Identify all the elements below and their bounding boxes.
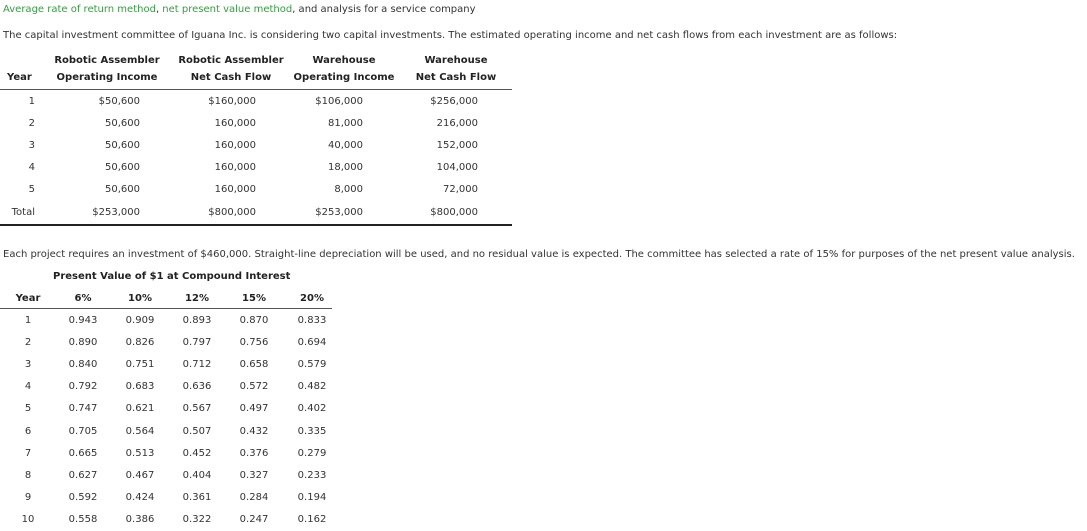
pv-cell-factor: 0.386 [125, 513, 155, 525]
pv-cell-factor: 0.497 [239, 403, 269, 415]
cell-ra-income: 50,600 [105, 162, 140, 173]
header-ra-cashflow-1: Robotic Assembler [178, 55, 284, 66]
pv-header-rate: 15% [242, 293, 266, 304]
pv-cell-year: 7 [24, 447, 32, 459]
pv-cell-factor: 0.870 [239, 315, 269, 326]
pv-cell-factor: 0.792 [68, 381, 98, 393]
pv-cell-factor: 0.247 [239, 513, 269, 525]
pv-cell-year: 2 [24, 337, 32, 349]
pv-cell-factor: 0.194 [297, 491, 327, 503]
cell-wh-cashflow: 72,000 [443, 184, 478, 195]
cell-ra-cashflow: 160,000 [214, 184, 256, 195]
pv-cell-factor: 0.467 [125, 469, 155, 481]
pv-cell-factor: 0.233 [297, 469, 327, 481]
pv-cell-factor: 0.909 [125, 315, 155, 326]
pv-cell-factor: 0.284 [239, 491, 269, 503]
pv-header-rate: 10% [128, 293, 152, 304]
investment-note: Each project requires an investment of $460,000. Straight-line depreciation will be used, and no residual value is expected. The committee has selected a rate of 15% for purposes of the net present value analysis. [3, 249, 1075, 260]
cell-wh-cashflow: 104,000 [436, 162, 478, 173]
pv-cell-factor: 0.826 [125, 337, 155, 349]
pv-table-caption: Present Value of $1 at Compound Interest [53, 271, 291, 282]
pv-cell-year: 5 [24, 403, 32, 415]
pv-cell-factor: 0.592 [68, 491, 98, 503]
pv-cell-factor: 0.636 [182, 381, 212, 393]
pv-cell-factor: 0.432 [239, 425, 269, 437]
pv-cell-year: 8 [24, 469, 32, 481]
pv-cell-factor: 0.943 [68, 315, 98, 326]
pv-cell-factor: 0.452 [182, 447, 212, 459]
cell-wh-cashflow: $256,000 [430, 96, 478, 107]
pv-cell-factor: 0.279 [297, 447, 327, 459]
pv-cell-factor: 0.572 [239, 381, 269, 393]
pv-cell-factor: 0.564 [125, 425, 155, 437]
pv-cell-factor: 0.376 [239, 447, 269, 459]
header-wh-income-1: Warehouse [312, 55, 376, 66]
pv-cell-factor: 0.404 [182, 469, 212, 481]
cell-year: 2 [28, 118, 35, 129]
header-ra-income-2: Operating Income [56, 72, 158, 83]
header-ra-income-1: Robotic Assembler [54, 55, 160, 66]
pv-cell-factor: 0.658 [239, 359, 269, 371]
cell-wh-cashflow: 216,000 [436, 118, 478, 129]
pv-cell-factor: 0.567 [182, 403, 212, 415]
pv-cell-factor: 0.705 [68, 425, 98, 437]
cell-year: Total [11, 207, 35, 218]
pv-cell-factor: 0.327 [239, 469, 269, 481]
pv-cell-factor: 0.507 [182, 425, 212, 437]
cell-ra-income: 50,600 [105, 118, 140, 129]
cell-wh-cashflow: $800,000 [430, 207, 478, 218]
pv-cell-factor: 0.621 [125, 403, 155, 415]
cell-wh-income: 40,000 [328, 140, 363, 151]
cell-ra-cashflow: $800,000 [208, 207, 256, 218]
title-suffix: , and analysis for a service company [292, 4, 476, 15]
pv-cell-year: 9 [24, 491, 32, 503]
header-wh-cashflow-1: Warehouse [424, 55, 488, 66]
cell-ra-cashflow: $160,000 [208, 96, 256, 107]
pv-cell-year: 1 [24, 315, 32, 326]
cell-ra-cashflow: 160,000 [214, 118, 256, 129]
intro-text: The capital investment committee of Iguana Inc. is considering two capital investments. The estimated operating income and net cash flows from each investment are as follows: [3, 30, 898, 41]
pv-cell-factor: 0.513 [125, 447, 155, 459]
cell-year: 5 [28, 184, 35, 195]
header-ra-cashflow-2: Net Cash Flow [190, 72, 272, 83]
title-link-npv[interactable]: net present value method [162, 4, 293, 15]
pv-cell-year: 10 [21, 513, 35, 525]
pv-cell-factor: 0.361 [182, 491, 212, 503]
cell-ra-cashflow: 160,000 [214, 162, 256, 173]
pv-cell-factor: 0.162 [297, 513, 327, 525]
pv-cell-factor: 0.756 [239, 337, 269, 349]
pv-cell-factor: 0.402 [297, 403, 327, 415]
total-rule [0, 224, 512, 226]
pv-header-rate: 12% [185, 293, 209, 304]
pv-cell-factor: 0.833 [297, 315, 327, 326]
pv-cell-factor: 0.482 [297, 381, 327, 393]
pv-cell-year: 4 [24, 381, 32, 393]
pv-cell-factor: 0.797 [182, 337, 212, 349]
title-link-average-rate[interactable]: Average rate of return method [3, 4, 156, 15]
cell-wh-income: $106,000 [315, 96, 363, 107]
header-wh-cashflow-2: Net Cash Flow [415, 72, 497, 83]
pv-cell-factor: 0.694 [297, 337, 327, 349]
header-year: Year [7, 72, 32, 83]
header-wh-income-2: Operating Income [293, 72, 395, 83]
pv-header-year: Year [15, 293, 41, 304]
pv-cell-factor: 0.627 [68, 469, 98, 481]
pv-header-rate: 6% [74, 293, 92, 304]
pv-cell-year: 3 [24, 359, 32, 371]
pv-cell-factor: 0.751 [125, 359, 155, 371]
pv-cell-factor: 0.322 [182, 513, 212, 525]
cell-wh-income: 8,000 [334, 184, 363, 195]
pv-cell-year: 6 [24, 425, 32, 437]
cell-year: 3 [28, 140, 35, 151]
cell-wh-cashflow: 152,000 [436, 140, 478, 151]
pv-cell-factor: 0.683 [125, 381, 155, 393]
pv-cell-factor: 0.424 [125, 491, 155, 503]
cell-ra-income: 50,600 [105, 184, 140, 195]
pv-cell-factor: 0.747 [68, 403, 98, 415]
title-separator: , [155, 4, 163, 15]
cell-ra-income: $50,600 [98, 96, 140, 107]
cell-wh-income: 81,000 [328, 118, 363, 129]
pv-header-rate: 20% [300, 293, 324, 304]
cell-year: 1 [28, 96, 35, 107]
cell-ra-income: $253,000 [92, 207, 140, 218]
pv-cell-factor: 0.893 [182, 315, 212, 326]
cell-wh-income: $253,000 [315, 207, 363, 218]
pv-cell-factor: 0.890 [68, 337, 98, 349]
header-rule [0, 89, 512, 90]
pv-cell-factor: 0.335 [297, 425, 327, 437]
pv-cell-factor: 0.558 [68, 513, 98, 525]
cell-year: 4 [28, 162, 35, 173]
pv-cell-factor: 0.712 [182, 359, 212, 371]
problem-title [3, 4, 476, 15]
pv-header-rule [0, 308, 332, 309]
cell-wh-income: 18,000 [328, 162, 363, 173]
pv-cell-factor: 0.579 [297, 359, 327, 371]
cell-ra-income: 50,600 [105, 140, 140, 151]
cell-ra-cashflow: 160,000 [214, 140, 256, 151]
pv-cell-factor: 0.840 [68, 359, 98, 371]
pv-cell-factor: 0.665 [68, 447, 98, 459]
